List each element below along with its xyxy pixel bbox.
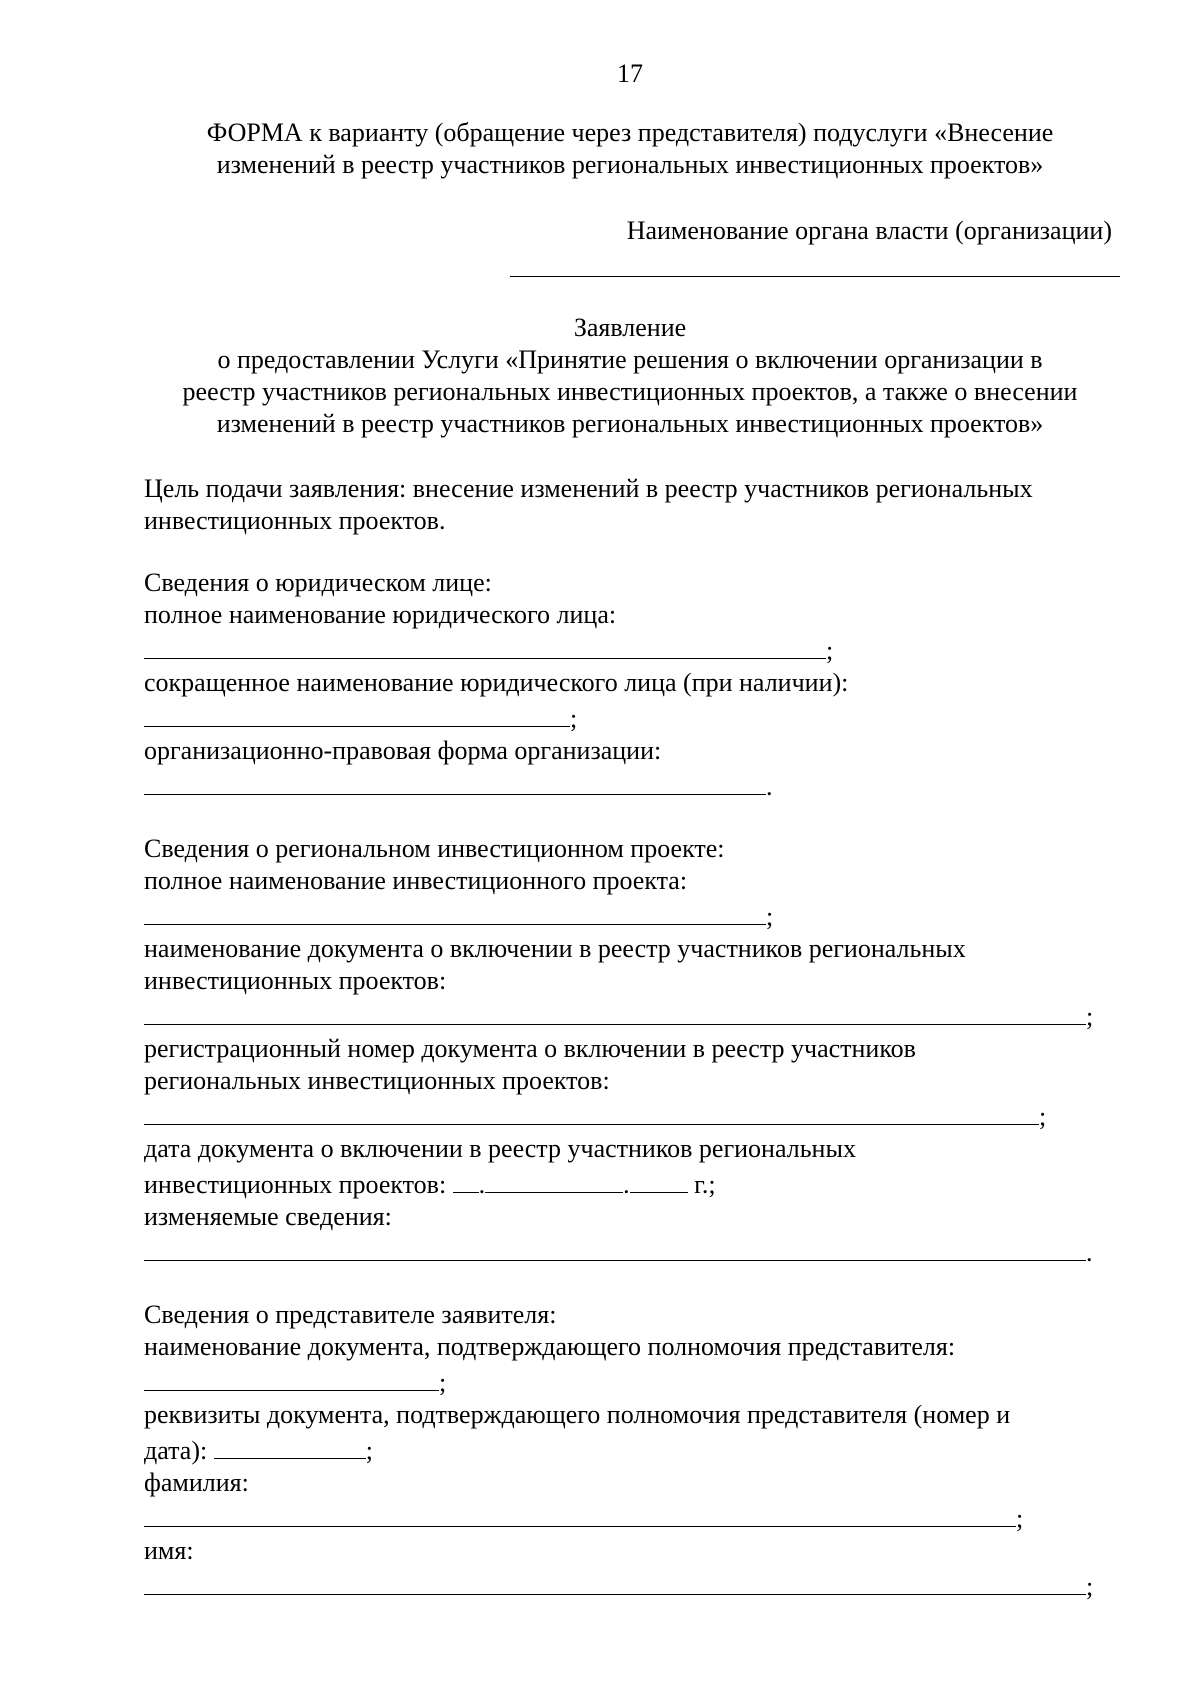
org-form-field[interactable] xyxy=(144,767,766,795)
representative-heading: Сведения о представителе заявителя: xyxy=(144,1300,557,1329)
application-subtitle-line: изменений в реестр участников региональных инвестиционных проектов» xyxy=(216,409,1044,438)
doc-date-label: дата документа о включении в реестр участников региональных xyxy=(144,1134,856,1163)
reg-number-label: регистрационный номер документа о включении в реестр участников xyxy=(144,1034,916,1063)
reg-number-field[interactable] xyxy=(144,1097,1039,1125)
year-suffix: г.; xyxy=(694,1170,716,1199)
legal-entity-full-name-label: полное наименование юридического лица: xyxy=(144,600,617,629)
legal-entity-full-name-field[interactable] xyxy=(144,631,826,659)
form-header xyxy=(0,117,1200,181)
rep-doc-details-label: реквизиты документа, подтверждающего полномочия представителя (номер и xyxy=(144,1400,1011,1429)
project-heading: Сведения о региональном инвестиционном проекте: xyxy=(144,834,725,863)
purpose-line: Цель подачи заявления: внесение изменений в реестр участников региональных xyxy=(144,474,1033,503)
application-heading: Заявление xyxy=(573,313,687,342)
name-field[interactable] xyxy=(144,1567,1086,1595)
rep-doc-name-field[interactable] xyxy=(144,1363,439,1391)
application-title xyxy=(0,312,1200,440)
legal-entity-short-name-label: сокращенное наименование юридического лица (при наличии): xyxy=(144,668,849,697)
doc-date-day-field[interactable] xyxy=(453,1165,479,1193)
legal-entity-heading: Сведения о юридическом лице: xyxy=(144,568,492,597)
doc-date-label: инвестиционных проектов: xyxy=(144,1170,447,1199)
surname-label: фамилия: xyxy=(144,1468,249,1497)
application-subtitle-line: реестр участников региональных инвестиционных проектов, а также о внесении xyxy=(182,377,1078,406)
changes-label: изменяемые сведения: xyxy=(144,1202,392,1231)
purpose-line: инвестиционных проектов. xyxy=(144,506,446,535)
project-full-name-field[interactable] xyxy=(144,897,766,925)
form-body: Цель подачи заявления: внесение изменений в реестр участников региональных инвестиционных проектов. Сведения о юридическом лице: полное наименование юридического лица: ; сокращенное наименование юридического лица (при наличии): ; организационно-правовая форма организации: . Сведения о региональном инвестиционном проекте: полное наименование инвестиционного проекта: ; наименование документа о включении в реестр участников региональных инвестиционных проектов: ; регистрационный номер документа о включении в реестр участников региональных инвестиционных проектов: ; дата документа о включении в реестр участников региональных инвестиционных проектов: . . г.; изменяемые сведения: . Сведения о представителе заявителя: наименование документа, подтверждающего полномочия представителя: ; реквизиты документа, подтверждающего полномочия представителя (номер и дата): ; фамилия: ; имя: ; xyxy=(144,473,1124,1603)
form-header-line: изменений в реестр участников региональных инвестиционных проектов» xyxy=(216,150,1044,179)
doc-date-year-field[interactable] xyxy=(630,1165,688,1193)
doc-name-field[interactable] xyxy=(144,997,1086,1025)
org-form-label: организационно-правовая форма организации: xyxy=(144,736,662,765)
project-full-name-label: полное наименование инвестиционного проекта: xyxy=(144,866,688,895)
surname-field[interactable] xyxy=(144,1499,1016,1527)
doc-name-label: инвестиционных проектов: xyxy=(144,966,447,995)
authority-label: Наименование органа власти (организации) xyxy=(626,216,1112,245)
rep-doc-name-label: наименование документа, подтверждающего полномочия представителя: xyxy=(144,1332,956,1361)
rep-doc-details-label: дата): xyxy=(144,1436,208,1465)
application-subtitle-line: о предоставлении Услуги «Принятие решения о включении организации в xyxy=(217,345,1043,374)
page-number: 17 xyxy=(617,59,643,88)
form-header-line: ФОРМА к варианту (обращение через представителя) подуслуги «Внесение xyxy=(206,118,1054,147)
changes-field[interactable] xyxy=(144,1233,1086,1261)
name-label: имя: xyxy=(144,1536,194,1565)
legal-entity-short-name-field[interactable] xyxy=(144,699,570,727)
doc-date-month-field[interactable] xyxy=(485,1165,623,1193)
rep-doc-details-field[interactable] xyxy=(214,1431,366,1459)
doc-name-label: наименование документа о включении в реестр участников региональных xyxy=(144,934,966,963)
reg-number-label: региональных инвестиционных проектов: xyxy=(144,1066,610,1095)
authority-name-field[interactable] xyxy=(510,276,1120,277)
